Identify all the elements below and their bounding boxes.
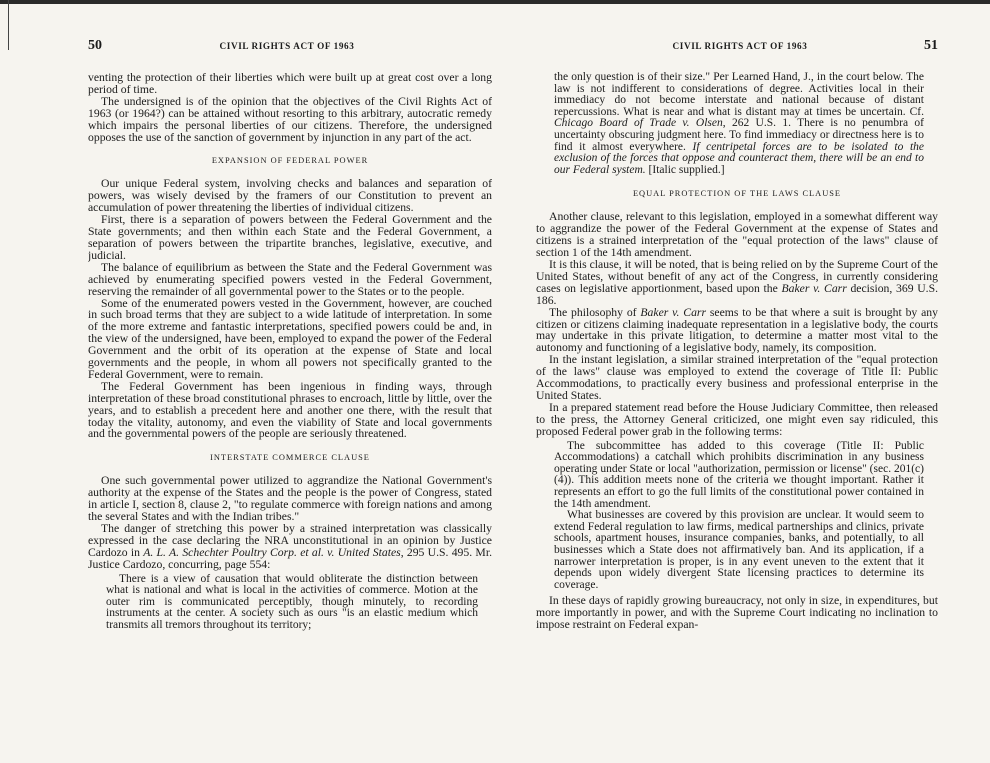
- quote-paragraph: There is a view of causation that would obliterate the distinction between what is national and what is local in the activities of commerce. Motion at the outer rim is communicated perceptibly, though minutely, to recording instruments at the center. A society such as ours "is an elastic medium which transmits all tremors throughout its territory;: [106, 572, 478, 631]
- section-heading: EXPANSION OF FEDERAL POWER: [211, 156, 369, 166]
- paragraph: Our unique Federal system, involving checks and balances and separation of powers, was wisely devised by the framers of our Constitution to prevent an accumulation of power threatening the liberties of individual citizens.: [88, 177, 492, 215]
- section-heading: INTERSTATE COMMERCE CLAUSE: [210, 453, 370, 463]
- paragraph: In the instant legislation, a similar strained interpretation of the "equal protection of the laws" clause was employed to extend the coverage of Title II: Public Accommodations, to practically every business and professional enterprise in the United States.: [536, 353, 938, 402]
- block-quote: [536, 441, 938, 592]
- paragraph: [536, 307, 938, 355]
- right-page-header: [536, 38, 938, 62]
- paragraph: [88, 523, 492, 571]
- text-run: The danger of stretching this power by a strained interpretation was classically expressed in the case declaring the NRA unconstitutional in an opinion by Justice Cardozo in: [88, 522, 492, 559]
- block-quote-continued: [536, 72, 938, 176]
- quote-paragraph: What businesses are covered by this provision are unclear. It would seem to extend Federal regulation to law firms, medical partnerships and clinics, private schools, apartment houses, insurance companies, banks, and potentially, to all businesses which a State does not affirmatively ban. And its application, if a narrower interpretation is proper, is in any event uneven to the extent that it depends upon widely divergent State licensing practices to determine its coverage.: [554, 509, 924, 591]
- text-run: The philosophy of: [549, 305, 641, 319]
- section-heading: EQUAL PROTECTION OF THE LAWS CLAUSE: [632, 189, 842, 199]
- paragraph: Another clause, relevant to this legislation, employed in a somewhat different way to aggrandize the power of the Federal Government at the expense of States and citizens is a strained interpretation of the "equal protection of the laws" clause of section 1 of the 14th amendment.: [536, 210, 938, 260]
- paragraph: [536, 259, 938, 307]
- right-page: [536, 38, 938, 760]
- left-page-header: [88, 38, 492, 62]
- block-quote: [88, 574, 492, 632]
- text-run: , 295 U.S. 495. Mr. Justice Cardozo, concurring, page 554:: [88, 545, 492, 571]
- text-run: It is this clause, it will be noted, that is being relied on by the Supreme Court of the United States, without benefit of any act of the Congress, in currently considering cases on legislative apportionment, based upon the: [536, 257, 938, 295]
- quote-paragraph: [554, 72, 924, 176]
- quote-paragraph: The subcommittee has added to this coverage (Title II: Public Accommodations) a catchall which prohibits discrimination in any business operating under State or local "authorization, permission or license" (sec. 201(c)(4)). This addition meets none of the criteria we thought important. Rather it represents an effort to go the full limits of the constitutional power contained in the 14th amendment.: [554, 439, 924, 510]
- case-citation: Chicago Board of Trade v. Olsen: [554, 117, 723, 130]
- text-run: , 262 U.S. 1. There is no penumbra of uncertainty obscuring judgment here. To find immediacy or directness here is to find it almost everywhere.: [554, 117, 924, 153]
- page-number: 50: [88, 38, 102, 53]
- paragraph: venting the protection of their liberties which were built up at great cost over a long period of time.: [88, 71, 492, 96]
- top-border: [0, 0, 990, 4]
- running-title: CIVIL RIGHTS ACT OF 1963: [219, 41, 355, 51]
- case-citation: Baker v. Carr: [781, 281, 847, 295]
- left-page: [88, 38, 492, 760]
- paragraph: Some of the enumerated powers vested in the Government, however, are couched in such broad terms that they are subject to a wide latitude of interpretation. In some of the more extreme and fantastic interpretations, specified powers could be and, in the view of the undersigned, have been, employed to expand the power of the Federal Government and the orbit of its operation at the expense of State and local governments and the people, in whom all powers not specifically granted to the Federal Government, were to remain.: [88, 296, 492, 381]
- text-run: decision, 369 U.S. 186.: [536, 281, 938, 307]
- page-number: 51: [923, 38, 938, 53]
- paragraph: The balance of equilibrium as between the State and the Federal Government was achieved by enumerating specified powers vested in the Federal Government, reserving the remainder of all governmental power to the States or to the people.: [88, 260, 492, 298]
- paragraph: In these days of rapidly growing bureaucracy, not only in size, in expenditures, but more importantly in power, and with the Supreme Court indicating no inclination to impose restraint on Federal expan-: [536, 594, 938, 632]
- paragraph: In a prepared statement read before the House Judiciary Committee, then released to the press, the Attorney General criticized, one might even say ridiculed, this proposed Federal power grab in the following terms:: [536, 400, 938, 438]
- paragraph: The Federal Government has been ingenious in finding ways, through interpretation of these broad constitutional phrases to encroach, little by little, over the years, and to establish a precedent here and another one there, with the result that today the vitality, autonomy, and even the viability of State and local governments and the governmental powers of the people are seriously threatened.: [88, 379, 492, 441]
- text-run: the only question is of their size." Per Learned Hand, J., in the court below. The law is not indifferent to considerations of degree. Activities local in their immediacy do not become interstate and national because of distant repercussions. What is near and what is distant may at times be uncertain. Cf.: [554, 71, 924, 118]
- binding-mark: [8, 0, 9, 50]
- running-title: CIVIL RIGHTS ACT OF 1963: [672, 41, 808, 51]
- paragraph: The undersigned is of the opinion that the objectives of the Civil Rights Act of 1963 (or 1964?) can be attained without resorting to this arbitrary, autocratic remedy which impairs the personal liberties of our citizens. Therefore, the undersigned opposes the use of the sanction of government by injunction in any part of the act.: [88, 94, 492, 144]
- italic-emphasis: If centripetal forces are to be isolated to the exclusion of the forces that oppose and counteract them, there will be an end to our Federal system.: [554, 140, 924, 176]
- paragraph: First, there is a separation of powers between the Federal Government and the State governments; and then within each State and the Federal Government, a separation of powers between the tripartite branches, legislative, executive, and judicial.: [88, 213, 492, 262]
- text-run: [Italic supplied.]: [645, 163, 725, 176]
- paragraph: One such governmental power utilized to aggrandize the National Government's authority at the expense of the States and the people is the power of Congress, stated in article I, section 8, clause 2, "to regulate commerce with foreign nations and among the several States and with the Indian tribes.": [88, 474, 492, 524]
- text-run: seems to be that where a suit is brought by any citizen or citizens claiming inadequate representation in a legislative body, the courts may undertake in this private litigation, to determine a matter most vital to the autonomy and functioning of a legislative body, namely, its composition.: [536, 305, 938, 355]
- case-citation: Baker v. Carr: [640, 305, 707, 319]
- case-citation: A. L. A. Schechter Poultry Corp. et al. v. United States: [143, 545, 401, 559]
